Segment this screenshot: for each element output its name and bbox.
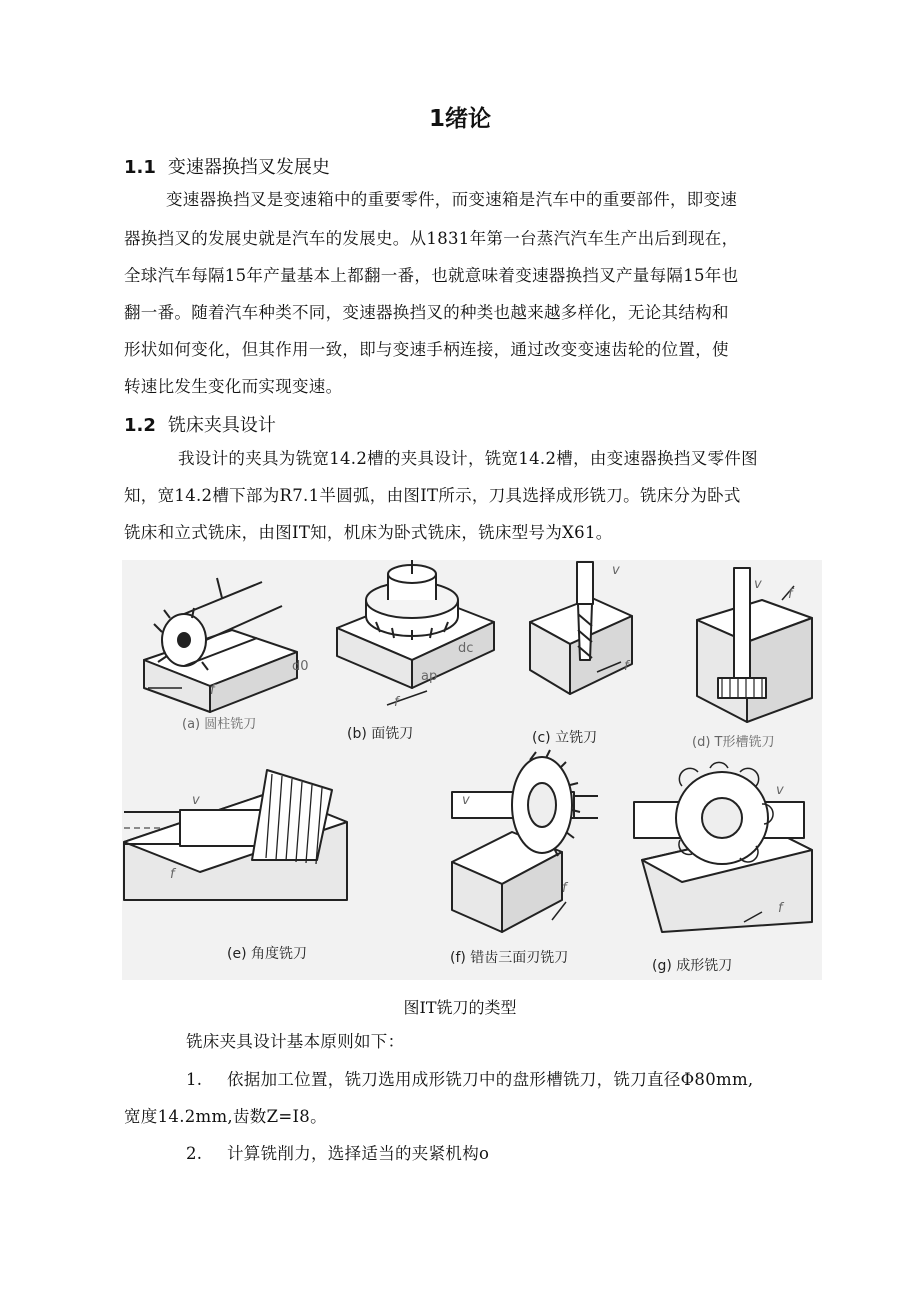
symbol-dc: dc: [458, 641, 474, 656]
figure-caption: 图IT铣刀的类型: [403, 998, 517, 1017]
section-title: 变速器换挡叉发展史: [167, 157, 330, 178]
face-mill-illustration: [337, 560, 494, 705]
side-face-cutter-illustration: [452, 750, 598, 932]
list-item-text: 依据加工位置，铣刀选用成形铣刀中的盘形槽铣刀，铣刀直径Φ80mm,: [227, 1070, 754, 1089]
list-item: [186, 1070, 202, 1090]
symbol-f: f: [210, 683, 215, 698]
list-item-text: 计算铣削力，选择适当的夹紧机构o: [227, 1144, 490, 1163]
section-title: 铣床夹具设计: [167, 415, 276, 436]
section-heading-1-2: [124, 411, 276, 437]
subfigure-label-d: (d) T形槽铣刀: [692, 735, 775, 750]
paragraph-line: 形状如何变化，但其作用一致，即与变速手柄连接，通过改变变速齿轮的位置，使: [124, 340, 729, 359]
paragraph-line: 翻一番。随着汽车种类不同，变速器换挡叉的种类也越来越多样化，无论其结构和: [124, 303, 729, 322]
paragraph-line: 转速比发生变化而实现变速。: [124, 377, 343, 396]
cylindrical-cutter-illustration: [144, 578, 297, 712]
section-number: 1.1: [124, 157, 156, 178]
list-number: 1.: [186, 1070, 203, 1089]
milling-cutter-figure: [122, 560, 822, 980]
symbol-f: f: [562, 881, 567, 896]
paragraph-line: 我设计的夹具为铣宽14.2槽的夹具设计，铣宽14.2槽，由变速器换挡叉零件图: [178, 449, 758, 468]
list-item-text: 宽度14.2mm,齿数Z=I8。: [124, 1107, 327, 1126]
symbol-ap: ap: [421, 669, 438, 684]
end-mill-illustration: [530, 562, 632, 694]
principles-intro: 铣床夹具设计基本原则如下：: [186, 1032, 405, 1051]
symbol-v: v: [754, 577, 762, 592]
symbol-f: f: [788, 587, 793, 602]
paragraph-line: 变速器换挡叉是变速箱中的重要零件，而变速箱是汽车中的重要部件，即变速: [166, 190, 738, 209]
subfigure-label-b: (b) 面铣刀: [347, 726, 414, 742]
angle-cutter-illustration: [124, 770, 347, 900]
symbol-f: f: [394, 695, 399, 710]
symbol-f: f: [624, 659, 629, 674]
symbol-v: v: [612, 563, 620, 578]
list-item: [186, 1144, 202, 1164]
symbol-f: f: [778, 901, 783, 916]
subfigure-label-g: (g) 成形铣刀: [652, 958, 733, 974]
paragraph-line: 铣床和立式铣床，由图IT知，机床为卧式铣床，铣床型号为X61。: [124, 523, 613, 542]
chapter-title: 1绪论: [428, 106, 491, 132]
subfigure-label-a: (a) 圆柱铣刀: [182, 717, 257, 732]
subfigure-label-e: (e) 角度铣刀: [227, 946, 307, 962]
symbol-v: v: [776, 783, 784, 798]
section-number: 1.2: [124, 415, 156, 436]
list-number: 2.: [186, 1144, 203, 1163]
paragraph-line: 全球汽车每隔15年产量基本上都翻一番，也就意味着变速器换挡叉产量每隔15年也: [124, 266, 739, 285]
section-heading-1-1: [124, 153, 330, 179]
subfigure-label-f: (f) 错齿三面刃铣刀: [450, 950, 569, 966]
paragraph-line: 器换挡叉的发展史就是汽车的发展史。从1831年第一台蒸汽汽车生产出后到现在，: [124, 229, 739, 248]
paragraph-line: 知，宽14.2槽下部为R7.1半圆弧，由图IT所示，刀具选择成形铣刀。铣床分为卧式: [124, 486, 741, 505]
symbol-f: f: [170, 867, 175, 882]
symbol-v: v: [462, 793, 470, 808]
symbol-v: v: [192, 793, 200, 808]
form-cutter-illustration: [634, 762, 812, 932]
subfigure-label-c: (c) 立铣刀: [532, 730, 598, 746]
symbol-d0: d0: [292, 659, 309, 674]
